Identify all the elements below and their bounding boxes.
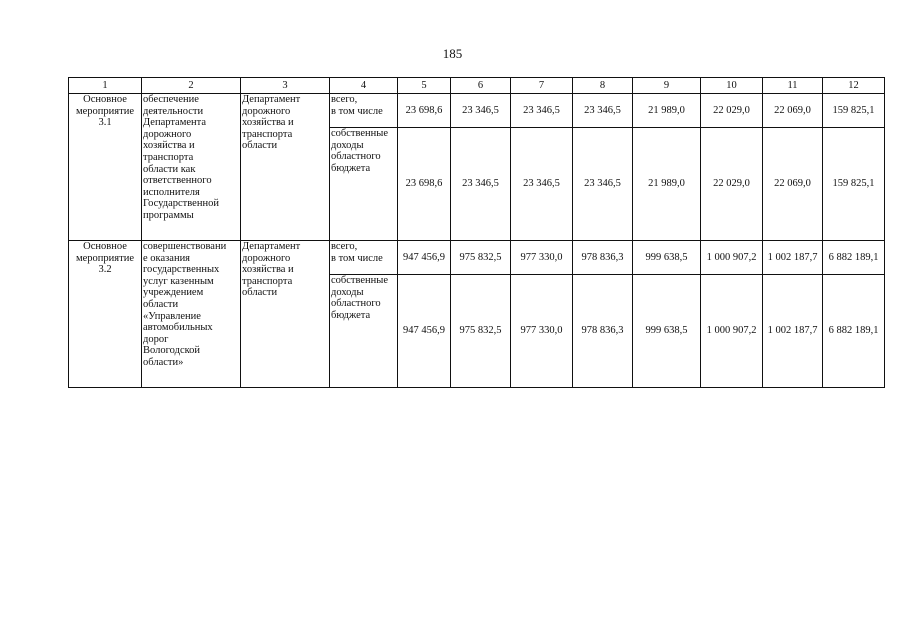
executor-cell	[241, 241, 330, 388]
amount-cell: 1 000 907,2	[701, 241, 763, 275]
amount-cell: 23 346,5	[451, 94, 511, 128]
amount-cell: 977 330,0	[511, 241, 573, 275]
column-header: 10	[701, 78, 763, 94]
funding-source-cell	[330, 94, 398, 128]
purpose-line: транспорта	[143, 151, 194, 163]
funding-source-line: в том числе	[331, 252, 383, 264]
executor-line: области	[242, 140, 278, 152]
funding-source-line: бюджета	[331, 309, 371, 321]
header-row	[69, 78, 885, 94]
column-header: 2	[142, 78, 241, 94]
purpose-line: Департамента	[143, 117, 207, 129]
amount-cell: 21 989,0	[633, 94, 701, 128]
purpose-line: исполнителя	[143, 186, 200, 198]
executor-line: транспорта	[242, 128, 293, 140]
amount-cell: 23 346,5	[573, 94, 633, 128]
executor-line: хозяйства и	[242, 264, 294, 276]
purpose-line: совершенствовани	[143, 241, 227, 252]
funding-source-cell	[330, 275, 398, 388]
total-amount-cell: 6 882 189,1	[823, 241, 885, 275]
purpose-line: учреждением	[143, 287, 204, 299]
amount-cell: 999 638,5	[633, 275, 701, 388]
executor-line: хозяйства и	[242, 117, 294, 129]
column-header: 11	[763, 78, 823, 94]
amount-cell: 22 069,0	[763, 94, 823, 128]
page-number: 185	[442, 46, 463, 61]
table-row	[69, 94, 885, 128]
event-name-line: Основное	[83, 94, 127, 105]
event-name-line: мероприятие	[76, 252, 134, 264]
amount-cell: 23 346,5	[451, 128, 511, 241]
funding-source-line: доходы	[331, 286, 364, 298]
executor-line: области	[242, 287, 278, 299]
funding-source-cell	[330, 128, 398, 241]
total-amount-cell: 159 825,1	[823, 128, 885, 241]
amount-cell: 978 836,3	[573, 241, 633, 275]
funding-source-line: областного	[331, 298, 381, 310]
column-header: 5	[398, 78, 451, 94]
purpose-line: области»	[143, 356, 184, 368]
funding-source-line: в том числе	[331, 105, 383, 117]
event-name-line: 3.1	[98, 117, 112, 129]
purpose-cell	[142, 241, 241, 388]
executor-line: дорожного	[242, 252, 291, 264]
amount-cell: 23 698,6	[398, 128, 451, 241]
amount-cell: 23 346,5	[511, 94, 573, 128]
executor-cell	[241, 94, 330, 241]
executor-line: дорожного	[242, 105, 291, 117]
purpose-line: государственных	[143, 264, 220, 276]
funding-source-line: доходы	[331, 139, 364, 151]
amount-cell: 978 836,3	[573, 275, 633, 388]
total-amount-cell: 159 825,1	[823, 94, 885, 128]
amount-cell: 23 346,5	[573, 128, 633, 241]
amount-cell: 1 002 187,7	[763, 241, 823, 275]
purpose-line: обеспечение	[143, 94, 199, 105]
column-header: 12	[823, 78, 885, 94]
funding-source-line: всего,	[331, 94, 358, 105]
executor-line: транспорта	[242, 275, 293, 287]
purpose-line: области	[143, 298, 179, 310]
purpose-line: услуг казенным	[143, 275, 214, 287]
amount-cell: 975 832,5	[451, 275, 511, 388]
executor-line: Департамент	[242, 241, 301, 252]
amount-cell: 22 069,0	[763, 128, 823, 241]
purpose-line: автомобильных	[143, 322, 213, 334]
event-name-cell	[69, 94, 142, 241]
amount-cell: 23 698,6	[398, 94, 451, 128]
event-name-cell	[69, 241, 142, 388]
amount-cell: 975 832,5	[451, 241, 511, 275]
funding-source-line: всего,	[331, 241, 358, 252]
amount-cell: 1 002 187,7	[763, 275, 823, 388]
amount-cell: 977 330,0	[511, 275, 573, 388]
funding-source-line: бюджета	[331, 162, 371, 174]
column-header: 6	[451, 78, 511, 94]
amount-cell: 21 989,0	[633, 128, 701, 241]
purpose-line: деятельности	[143, 105, 204, 117]
column-header: 4	[330, 78, 398, 94]
funding-source-line: областного	[331, 151, 381, 163]
table-row	[69, 241, 885, 275]
executor-line: Департамент	[242, 94, 301, 105]
column-header: 8	[573, 78, 633, 94]
event-name-line: 3.2	[98, 264, 112, 276]
purpose-cell	[142, 94, 241, 241]
column-header: 9	[633, 78, 701, 94]
amount-cell: 947 456,9	[398, 275, 451, 388]
funding-source-line: собственные	[331, 128, 389, 139]
amount-cell: 1 000 907,2	[701, 275, 763, 388]
column-header: 1	[69, 78, 142, 94]
purpose-line: дорожного	[143, 128, 192, 140]
total-amount-cell: 6 882 189,1	[823, 275, 885, 388]
event-name-line: Основное	[83, 241, 127, 252]
budget-table	[68, 77, 885, 388]
purpose-line: е оказания	[143, 252, 191, 264]
purpose-line: Государственной	[143, 198, 219, 210]
purpose-line: Вологодской	[143, 345, 201, 357]
funding-source-line: собственные	[331, 275, 389, 286]
amount-cell: 22 029,0	[701, 94, 763, 128]
purpose-line: «Управление	[143, 310, 201, 322]
amount-cell: 22 029,0	[701, 128, 763, 241]
column-header: 3	[241, 78, 330, 94]
funding-source-cell	[330, 241, 398, 275]
purpose-line: хозяйства и	[143, 140, 195, 152]
column-header: 7	[511, 78, 573, 94]
purpose-line: программы	[143, 209, 194, 221]
purpose-line: дорог	[143, 333, 169, 345]
purpose-line: области как	[143, 163, 196, 175]
event-name-line: мероприятие	[76, 105, 134, 117]
purpose-line: ответственного	[143, 175, 212, 187]
amount-cell: 23 346,5	[511, 128, 573, 241]
amount-cell: 947 456,9	[398, 241, 451, 275]
amount-cell: 999 638,5	[633, 241, 701, 275]
